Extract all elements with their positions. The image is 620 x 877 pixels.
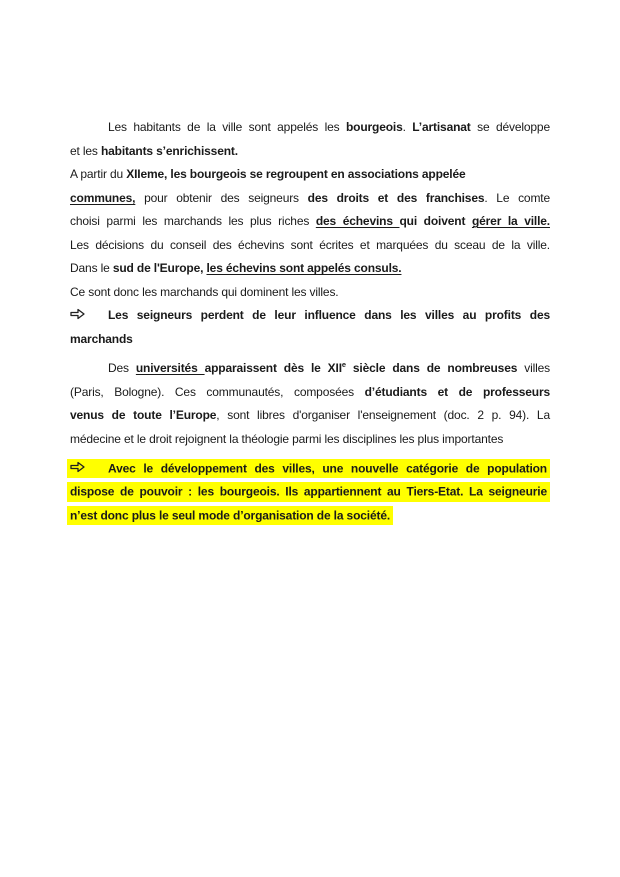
text-run: bourgeois — [345, 120, 403, 134]
text-line — [70, 140, 550, 164]
text-line — [70, 381, 550, 405]
text-run: siècle dans de nombreuses — [345, 361, 525, 375]
text-line — [70, 257, 550, 281]
text-line — [70, 210, 550, 234]
highlight-mark — [67, 482, 550, 502]
text-run: des échevins — [315, 214, 400, 228]
text-run: L’artisanat — [412, 120, 471, 134]
text-run: sud de l'Europe, — [112, 261, 207, 275]
text-run: venus de toute l’Europe — [70, 408, 217, 422]
paragraph-marchands-dominent — [70, 281, 550, 305]
highlight-mark — [67, 459, 550, 479]
arrow-right-icon — [70, 304, 86, 328]
text-run: communes, — [70, 190, 136, 205]
paragraph-consuls — [70, 257, 550, 281]
text-line — [70, 163, 550, 187]
text-line — [70, 304, 550, 328]
text-run: . — [402, 120, 413, 134]
text-line — [70, 281, 550, 305]
text-run: , sont libres d'organiser l'enseignement (doc. 2 p. 94). La — [216, 408, 550, 422]
text-run: (Paris, Bologne). Ces communautés, composées — [70, 384, 365, 399]
text-run: Ce sont donc les marchands qui dominent les villes. — [70, 284, 339, 299]
text-line — [70, 234, 550, 258]
text-run: choisi parmi les marchands les plus riches — [70, 214, 316, 228]
text-line — [70, 187, 550, 211]
text-run: gérer la ville. — [471, 214, 550, 228]
text-run: et les — [70, 143, 101, 158]
text-run: Les décisions du conseil des échevins sont écrites et marquées du sceau de la ville. — [70, 237, 550, 252]
text-run: Avec le développement des villes, une nouvelle catégorie de population — [108, 461, 547, 475]
text-run: n’est donc plus le seul mode d’organisation de la société. — [70, 508, 391, 522]
text-run: XIIeme, les bourgeois se regroupent en associations appelée — [126, 167, 466, 181]
text-run: . Le comte — [484, 190, 550, 205]
text-run: Les seigneurs perdent de leur influence dans les villes au profits des — [108, 308, 550, 322]
paragraph-bourgeois — [70, 116, 550, 163]
document-body — [70, 116, 550, 528]
text-run: Les habitants de la ville sont appelés les — [108, 120, 346, 134]
text-run: villes — [524, 361, 550, 375]
arrow-right-icon — [70, 457, 86, 481]
text-line — [70, 357, 550, 381]
text-line — [70, 328, 550, 352]
text-run: e — [341, 360, 346, 369]
text-line — [70, 404, 550, 428]
text-run: Des — [108, 361, 136, 375]
text-line — [70, 116, 550, 140]
text-run: des droits et des franchises — [307, 190, 485, 205]
text-run: marchands — [70, 331, 133, 346]
paragraph-conclusion-bourgeois — [70, 457, 550, 528]
text-run: universités — [135, 361, 205, 375]
text-run: A partir du — [70, 167, 127, 181]
text-run: apparaissent dès le XII — [204, 361, 342, 375]
text-run: pour obtenir des seigneurs — [135, 190, 308, 205]
paragraph-universites — [70, 357, 550, 451]
text-line — [70, 504, 550, 528]
paragraph-communes — [70, 163, 550, 234]
text-line — [70, 457, 550, 481]
text-line — [70, 481, 550, 505]
text-run: habitants s’enrichissent. — [100, 143, 238, 158]
paragraph-conclusion-seigneurs — [70, 304, 550, 351]
text-run: médecine et le droit rejoignent la théologie parmi les disciplines les plus importantes — [70, 431, 504, 446]
highlight-mark — [67, 506, 393, 526]
text-run: se développe — [470, 120, 550, 134]
text-run: les échevins sont appelés consuls. — [206, 261, 402, 275]
text-run: dispose de pouvoir : les bourgeois. Ils appartiennent au Tiers-Etat. La seigneurie — [70, 484, 547, 499]
text-run: d’étudiants et de professeurs — [364, 384, 550, 399]
text-run: qui doivent — [399, 214, 472, 228]
paragraph-decisions — [70, 234, 550, 258]
text-run: Dans le — [70, 261, 113, 275]
text-line — [70, 428, 550, 452]
